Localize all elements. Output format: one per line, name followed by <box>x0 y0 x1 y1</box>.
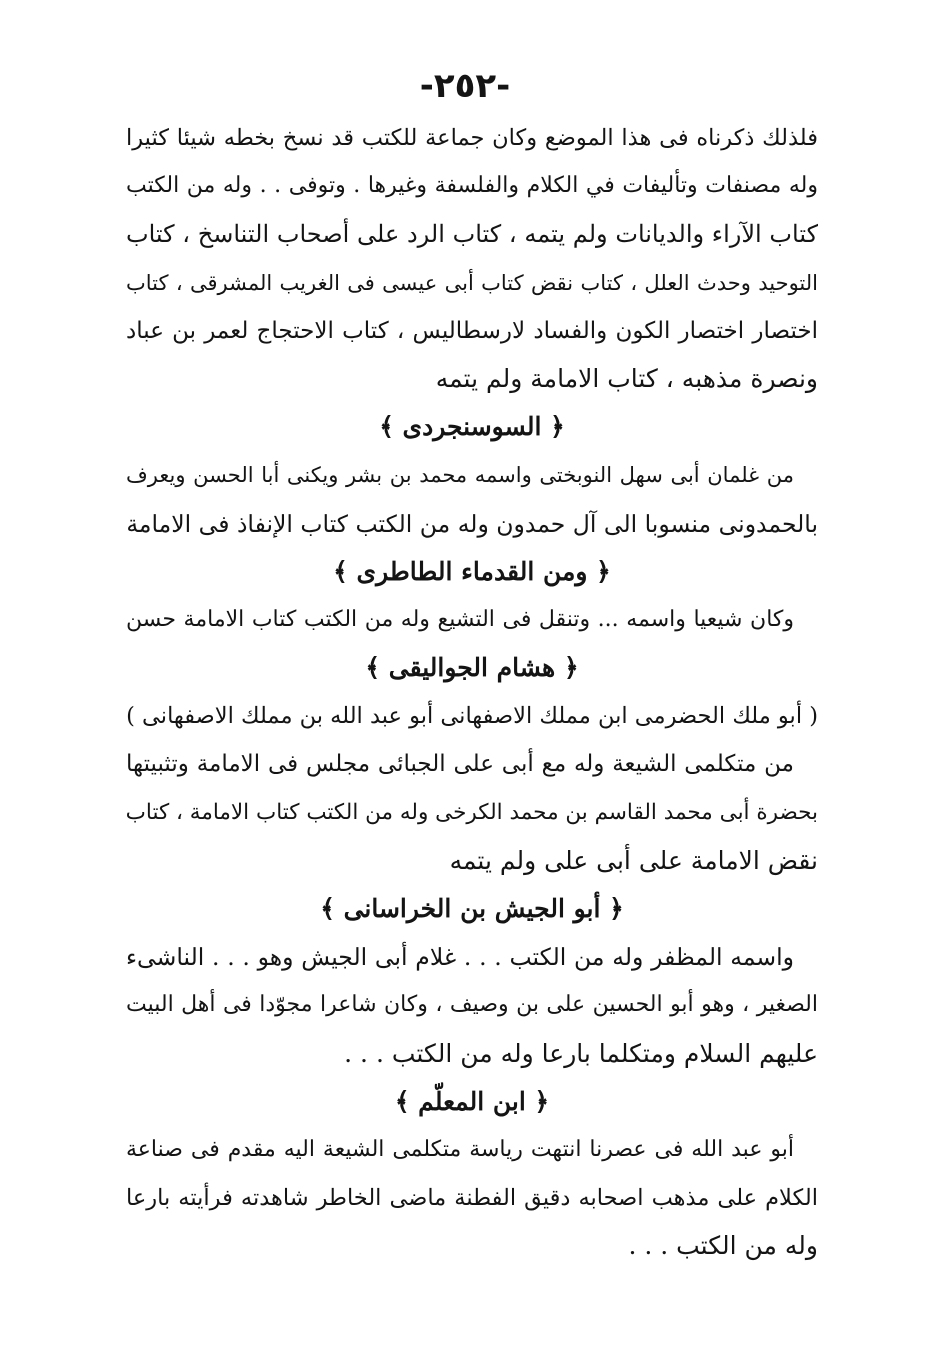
text-line: اختصار اختصار الكون والفساد لارسطاليس ، كتاب الاحتجاج لعمر بن عباد <box>126 317 818 344</box>
text-line: ( أبو ملك الحضرمى ابن مملك الاصفهانى أبو عبد الله بن مملك الاصفهانى ) <box>126 703 818 730</box>
text-line: الصغير ، وهو أبو الحسين على بن وصيف ، وكان شاعرا مجوّدا فى أهل البيت <box>126 992 818 1018</box>
page-number: -٢٥٢- <box>419 66 511 106</box>
text-line: بالحمدونى منسوبا الى آل حمدون وله من الكتب كتاب الإنفاذ فى الامامة <box>126 509 818 538</box>
text-line: بحضرة أبى محمد القاسم بن محمد الكرخى وله من الكتب كتاب الامامة ، كتاب <box>126 799 818 825</box>
text-line: كتاب الآراء والديانات ولم يتمه ، كتاب الرد على أصحاب التناسخ ، كتاب <box>126 220 818 249</box>
text-line: نقض الامامة على أبى على ولم يتمه <box>449 845 818 875</box>
text-line: وله مصنفات وتأليفات في الكلام والفلسفة وغيرها . وتوفى . . وله من الكتب <box>126 173 818 199</box>
section-heading: ﴿ ابن المعلّم ﴾ <box>394 1086 550 1116</box>
section-heading: ﴿ السوسنجردى ﴾ <box>379 412 565 442</box>
text-line: عليهم السلام ومتكلما بارعا وله من الكتب . . . <box>344 1038 818 1068</box>
text-line: التوحيد وحدث العلل ، كتاب نقض كتاب أبى عيسى فى الغريب المشرقى ، كتاب <box>126 270 818 295</box>
text-line: ونصرة مذهبه ، كتاب الامامة ولم يتمه <box>435 363 818 393</box>
text-line: من غلمان أبى سهل النوبختى واسمه محمد بن بشر ويكنى أبا الحسن ويعرف <box>126 463 794 488</box>
text-line: من متكلمى الشيعة وله مع أبى على الجبائى مجلس فى الامامة وتثبيتها <box>126 751 794 778</box>
text-line: الكلام على مذهب اصحابه دقيق الفطنة ماضى الخاطر شاهدته فرأيته بارعا <box>126 1185 818 1212</box>
section-heading: ﴿ هشام الجواليقى ﴾ <box>365 653 579 683</box>
body-text <box>126 114 818 1271</box>
text-line: فلذلك ذكرناه فى هذا الموضع وكان جماعة للكتب قد نسخ بخطه شيئا كثيرا <box>126 125 818 151</box>
section-heading: ﴿ ومن القدماء الطاطرى ﴾ <box>333 556 611 586</box>
text-line: واسمه المظفر وله من الكتب . . . غلام أبى الجيش وهو . . . الناشىء <box>126 943 794 972</box>
text-line: وكان شيعيا واسمه ... وتنقل فى التشيع وله من الكتب كتاب الامامة حسن <box>126 606 794 632</box>
text-line: أبو عبد الله فى عصرنا انتهت رياسة متكلمى الشيعة اليه مقدم فى صناعة <box>126 1136 794 1162</box>
section-heading: ﴿ أبو الجيش بن الخراسانى ﴾ <box>320 894 624 923</box>
text-line: وله من الكتب . . . <box>628 1231 818 1261</box>
